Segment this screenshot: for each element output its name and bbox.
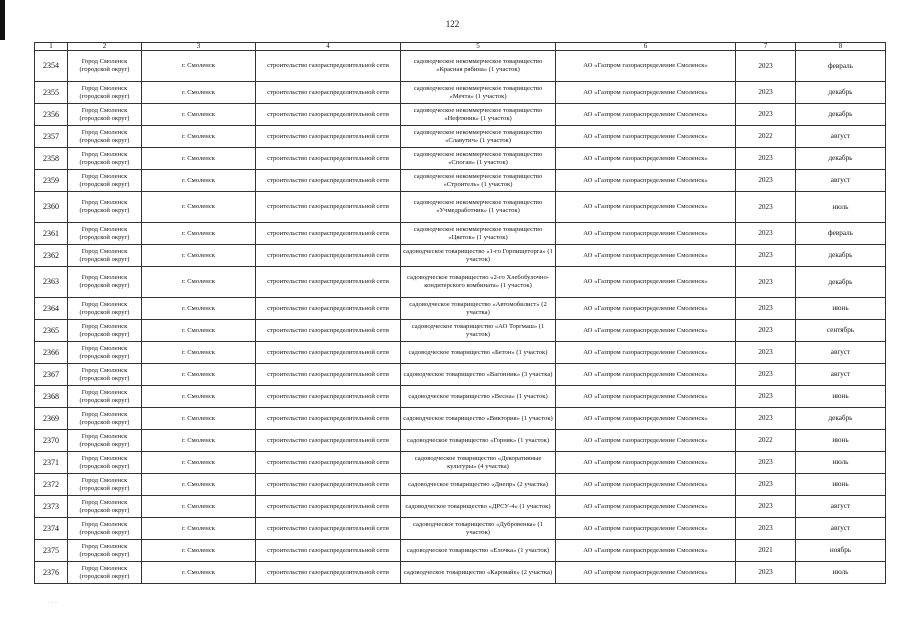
settlement-cell: г. Смоленск: [142, 496, 256, 518]
row-number: 2357: [35, 126, 68, 148]
district-cell: Город Смоленск (городской округ): [68, 320, 142, 342]
district-cell: Город Смоленск (городской округ): [68, 408, 142, 430]
year-cell: 2023: [736, 298, 796, 320]
operator-cell: АО «Газпром газораспределение Смоленск»: [556, 320, 736, 342]
month-cell: декабрь: [796, 82, 886, 104]
work-type-cell: строительство газораспределительной сети: [256, 192, 401, 223]
year-cell: 2023: [736, 408, 796, 430]
table-row: [35, 474, 886, 496]
year-cell: 2022: [736, 430, 796, 452]
operator-cell: АО «Газпром газораспределение Смоленск»: [556, 170, 736, 192]
month-cell: ноябрь: [796, 540, 886, 562]
settlement-cell: г. Смоленск: [142, 298, 256, 320]
object-cell: садоводческое товарищество «1-го Горпищеторга» (1 участок): [401, 245, 556, 267]
operator-cell: АО «Газпром газораспределение Смоленск»: [556, 386, 736, 408]
work-type-cell: строительство газораспределительной сети: [256, 342, 401, 364]
settlement-cell: г. Смоленск: [142, 82, 256, 104]
table-row: [35, 104, 886, 126]
operator-cell: АО «Газпром газораспределение Смоленск»: [556, 245, 736, 267]
operator-cell: АО «Газпром газораспределение Смоленск»: [556, 192, 736, 223]
month-cell: август: [796, 342, 886, 364]
table-row: [35, 430, 886, 452]
work-type-cell: строительство газораспределительной сети: [256, 408, 401, 430]
object-cell: садоводческое товарищество «2-го Хлебобулочно-кондитерского комбината» (1 участок): [401, 267, 556, 298]
month-cell: декабрь: [796, 104, 886, 126]
table-row: [35, 342, 886, 364]
object-cell: садоводческое товарищество «Автомобилист» (2 участка): [401, 298, 556, 320]
district-cell: Город Смоленск (городской округ): [68, 496, 142, 518]
object-cell: садоводческое товарищество «Каровайе» (2 участка): [401, 562, 556, 584]
gasification-table: [34, 42, 886, 584]
year-cell: 2023: [736, 51, 796, 82]
table-row: [35, 386, 886, 408]
month-cell: август: [796, 170, 886, 192]
operator-cell: АО «Газпром газораспределение Смоленск»: [556, 562, 736, 584]
column-number: 1: [35, 43, 68, 51]
operator-cell: АО «Газпром газораспределение Смоленск»: [556, 364, 736, 386]
object-cell: садоводческое некоммерческое товарищество «Строитель» (1 участок): [401, 170, 556, 192]
work-type-cell: строительство газораспределительной сети: [256, 452, 401, 474]
row-number: 2358: [35, 148, 68, 170]
district-cell: Город Смоленск (городской округ): [68, 364, 142, 386]
district-cell: Город Смоленск (городской округ): [68, 342, 142, 364]
operator-cell: АО «Газпром газораспределение Смоленск»: [556, 342, 736, 364]
column-number: 6: [556, 43, 736, 51]
settlement-cell: г. Смоленск: [142, 540, 256, 562]
settlement-cell: г. Смоленск: [142, 364, 256, 386]
work-type-cell: строительство газораспределительной сети: [256, 518, 401, 540]
column-number: 5: [401, 43, 556, 51]
year-cell: 2023: [736, 386, 796, 408]
work-type-cell: строительство газораспределительной сети: [256, 474, 401, 496]
month-cell: июнь: [796, 430, 886, 452]
table-row: [35, 82, 886, 104]
object-cell: садоводческое товарищество «Бетон» (1 участок): [401, 342, 556, 364]
month-cell: декабрь: [796, 267, 886, 298]
settlement-cell: г. Смоленск: [142, 51, 256, 82]
operator-cell: АО «Газпром газораспределение Смоленск»: [556, 408, 736, 430]
year-cell: 2023: [736, 170, 796, 192]
object-cell: садоводческое некоммерческое товарищество «Учмедработник» (1 участок): [401, 192, 556, 223]
settlement-cell: г. Смоленск: [142, 148, 256, 170]
year-cell: 2023: [736, 82, 796, 104]
settlement-cell: г. Смоленск: [142, 126, 256, 148]
year-cell: 2022: [736, 126, 796, 148]
month-cell: август: [796, 364, 886, 386]
settlement-cell: г. Смоленск: [142, 267, 256, 298]
row-number: 2368: [35, 386, 68, 408]
month-cell: декабрь: [796, 245, 886, 267]
settlement-cell: г. Смоленск: [142, 223, 256, 245]
row-number: 2355: [35, 82, 68, 104]
column-number: 2: [68, 43, 142, 51]
operator-cell: АО «Газпром газораспределение Смоленск»: [556, 51, 736, 82]
settlement-cell: г. Смоленск: [142, 104, 256, 126]
district-cell: Город Смоленск (городской округ): [68, 192, 142, 223]
settlement-cell: г. Смоленск: [142, 386, 256, 408]
object-cell: садоводческое товарищество «Днепр» (2 участка): [401, 474, 556, 496]
row-number: 2366: [35, 342, 68, 364]
work-type-cell: строительство газораспределительной сети: [256, 126, 401, 148]
district-cell: Город Смоленск (городской округ): [68, 104, 142, 126]
district-cell: Город Смоленск (городской округ): [68, 51, 142, 82]
district-cell: Город Смоленск (городской округ): [68, 126, 142, 148]
table-row: [35, 540, 886, 562]
table-row: [35, 148, 886, 170]
settlement-cell: г. Смоленск: [142, 170, 256, 192]
object-cell: садоводческое товарищество «ДРСУ-4» (1 участок): [401, 496, 556, 518]
month-cell: август: [796, 126, 886, 148]
column-number: 3: [142, 43, 256, 51]
year-cell: 2023: [736, 562, 796, 584]
work-type-cell: строительство газораспределительной сети: [256, 298, 401, 320]
district-cell: Город Смоленск (городской округ): [68, 170, 142, 192]
settlement-cell: г. Смоленск: [142, 430, 256, 452]
work-type-cell: строительство газораспределительной сети: [256, 267, 401, 298]
row-number: 2360: [35, 192, 68, 223]
row-number: 2375: [35, 540, 68, 562]
year-cell: 2023: [736, 342, 796, 364]
work-type-cell: строительство газораспределительной сети: [256, 562, 401, 584]
work-type-cell: строительство газораспределительной сети: [256, 364, 401, 386]
month-cell: февраль: [796, 223, 886, 245]
object-cell: садоводческое некоммерческое товарищество «Цветок» (1 участок): [401, 223, 556, 245]
table-row: [35, 245, 886, 267]
district-cell: Город Смоленск (городской округ): [68, 540, 142, 562]
row-number: 2374: [35, 518, 68, 540]
table-row: [35, 298, 886, 320]
year-cell: 2021: [736, 540, 796, 562]
operator-cell: АО «Газпром газораспределение Смоленск»: [556, 430, 736, 452]
table-row: [35, 320, 886, 342]
work-type-cell: строительство газораспределительной сети: [256, 245, 401, 267]
year-cell: 2023: [736, 148, 796, 170]
work-type-cell: строительство газораспределительной сети: [256, 430, 401, 452]
year-cell: 2023: [736, 474, 796, 496]
object-cell: садоводческое некоммерческое товарищество «Славутич» (1 участок): [401, 126, 556, 148]
table-row: [35, 408, 886, 430]
table-row: [35, 364, 886, 386]
table-row: [35, 192, 886, 223]
operator-cell: АО «Газпром газораспределение Смоленск»: [556, 267, 736, 298]
row-number: 2364: [35, 298, 68, 320]
object-cell: садоводческое товарищество «Горняк» (1 участок): [401, 430, 556, 452]
operator-cell: АО «Газпром газораспределение Смоленск»: [556, 298, 736, 320]
district-cell: Город Смоленск (городской округ): [68, 430, 142, 452]
settlement-cell: г. Смоленск: [142, 342, 256, 364]
district-cell: Город Смоленск (городской округ): [68, 223, 142, 245]
table-row: [35, 496, 886, 518]
table-row: [35, 126, 886, 148]
table-row: [35, 452, 886, 474]
object-cell: садоводческое товарищество «Дубровенка» (1 участок): [401, 518, 556, 540]
object-cell: садоводческое товарищество «АО Торгмаш» (1 участок): [401, 320, 556, 342]
operator-cell: АО «Газпром газораспределение Смоленск»: [556, 148, 736, 170]
object-cell: садоводческое некоммерческое товарищество «Нефтяник» (1 участок): [401, 104, 556, 126]
row-number: 2369: [35, 408, 68, 430]
district-cell: Город Смоленск (городской округ): [68, 386, 142, 408]
row-number: 2367: [35, 364, 68, 386]
month-cell: июль: [796, 192, 886, 223]
table-row: [35, 518, 886, 540]
month-cell: август: [796, 518, 886, 540]
month-cell: июль: [796, 452, 886, 474]
district-cell: Город Смоленск (городской округ): [68, 298, 142, 320]
work-type-cell: строительство газораспределительной сети: [256, 496, 401, 518]
margin-marks: · · ·: [48, 600, 57, 606]
row-number: 2370: [35, 430, 68, 452]
settlement-cell: г. Смоленск: [142, 562, 256, 584]
year-cell: 2023: [736, 267, 796, 298]
year-cell: 2023: [736, 245, 796, 267]
operator-cell: АО «Газпром газораспределение Смоленск»: [556, 126, 736, 148]
month-cell: июнь: [796, 474, 886, 496]
operator-cell: АО «Газпром газораспределение Смоленск»: [556, 518, 736, 540]
object-cell: садоводческое товарищество «Декоративные культуры» (4 участка): [401, 452, 556, 474]
table-row: [35, 562, 886, 584]
settlement-cell: г. Смоленск: [142, 245, 256, 267]
column-number-row: [35, 43, 886, 51]
object-cell: садоводческое некоммерческое товарищество «Спогаи» (1 участок): [401, 148, 556, 170]
operator-cell: АО «Газпром газораспределение Смоленск»: [556, 496, 736, 518]
year-cell: 2023: [736, 104, 796, 126]
table-row: [35, 51, 886, 82]
district-cell: Город Смоленск (городской округ): [68, 562, 142, 584]
month-cell: сентябрь: [796, 320, 886, 342]
settlement-cell: г. Смоленск: [142, 452, 256, 474]
settlement-cell: г. Смоленск: [142, 192, 256, 223]
row-number: 2354: [35, 51, 68, 82]
column-number: 4: [256, 43, 401, 51]
work-type-cell: строительство газораспределительной сети: [256, 148, 401, 170]
row-number: 2359: [35, 170, 68, 192]
object-cell: садоводческое товарищество «Вагонник» (3 участка): [401, 364, 556, 386]
operator-cell: АО «Газпром газораспределение Смоленск»: [556, 223, 736, 245]
year-cell: 2023: [736, 452, 796, 474]
settlement-cell: г. Смоленск: [142, 408, 256, 430]
settlement-cell: г. Смоленск: [142, 474, 256, 496]
row-number: 2361: [35, 223, 68, 245]
operator-cell: АО «Газпром газораспределение Смоленск»: [556, 452, 736, 474]
operator-cell: АО «Газпром газораспределение Смоленск»: [556, 474, 736, 496]
year-cell: 2023: [736, 320, 796, 342]
month-cell: июнь: [796, 298, 886, 320]
district-cell: Город Смоленск (городской округ): [68, 267, 142, 298]
district-cell: Город Смоленск (городской округ): [68, 452, 142, 474]
page-number: 122: [445, 19, 460, 29]
object-cell: садоводческое товарищество «Весна» (1 участок): [401, 386, 556, 408]
year-cell: 2023: [736, 364, 796, 386]
table-row: [35, 170, 886, 192]
object-cell: садоводческое некоммерческое товарищество «Мечта» (1 участок): [401, 82, 556, 104]
operator-cell: АО «Газпром газораспределение Смоленск»: [556, 82, 736, 104]
settlement-cell: г. Смоленск: [142, 518, 256, 540]
operator-cell: АО «Газпром газораспределение Смоленск»: [556, 540, 736, 562]
month-cell: декабрь: [796, 408, 886, 430]
work-type-cell: строительство газораспределительной сети: [256, 104, 401, 126]
row-number: 2376: [35, 562, 68, 584]
district-cell: Город Смоленск (городской округ): [68, 82, 142, 104]
year-cell: 2023: [736, 496, 796, 518]
row-number: 2373: [35, 496, 68, 518]
settlement-cell: г. Смоленск: [142, 320, 256, 342]
work-type-cell: строительство газораспределительной сети: [256, 82, 401, 104]
row-number: 2365: [35, 320, 68, 342]
object-cell: садоводческое товарищество «Виктория» (1 участок): [401, 408, 556, 430]
row-number: 2372: [35, 474, 68, 496]
column-number: 8: [796, 43, 886, 51]
row-number: 2363: [35, 267, 68, 298]
year-cell: 2023: [736, 518, 796, 540]
work-type-cell: строительство газораспределительной сети: [256, 386, 401, 408]
row-number: 2356: [35, 104, 68, 126]
operator-cell: АО «Газпром газораспределение Смоленск»: [556, 104, 736, 126]
work-type-cell: строительство газораспределительной сети: [256, 170, 401, 192]
district-cell: Город Смоленск (городской округ): [68, 518, 142, 540]
object-cell: садоводческое некоммерческое товарищество «Красная рябина» (1 участок): [401, 51, 556, 82]
work-type-cell: строительство газораспределительной сети: [256, 540, 401, 562]
work-type-cell: строительство газораспределительной сети: [256, 320, 401, 342]
object-cell: садоводческое товарищество «Елочка» (1 участок): [401, 540, 556, 562]
month-cell: февраль: [796, 51, 886, 82]
table-row: [35, 267, 886, 298]
table-row: [35, 223, 886, 245]
year-cell: 2023: [736, 223, 796, 245]
work-type-cell: строительство газораспределительной сети: [256, 223, 401, 245]
column-number: 7: [736, 43, 796, 51]
district-cell: Город Смоленск (городской округ): [68, 148, 142, 170]
month-cell: июнь: [796, 386, 886, 408]
district-cell: Город Смоленск (городской округ): [68, 474, 142, 496]
month-cell: декабрь: [796, 148, 886, 170]
month-cell: август: [796, 496, 886, 518]
work-type-cell: строительство газораспределительной сети: [256, 51, 401, 82]
row-number: 2371: [35, 452, 68, 474]
district-cell: Город Смоленск (городской округ): [68, 245, 142, 267]
year-cell: 2023: [736, 192, 796, 223]
row-number: 2362: [35, 245, 68, 267]
month-cell: июль: [796, 562, 886, 584]
